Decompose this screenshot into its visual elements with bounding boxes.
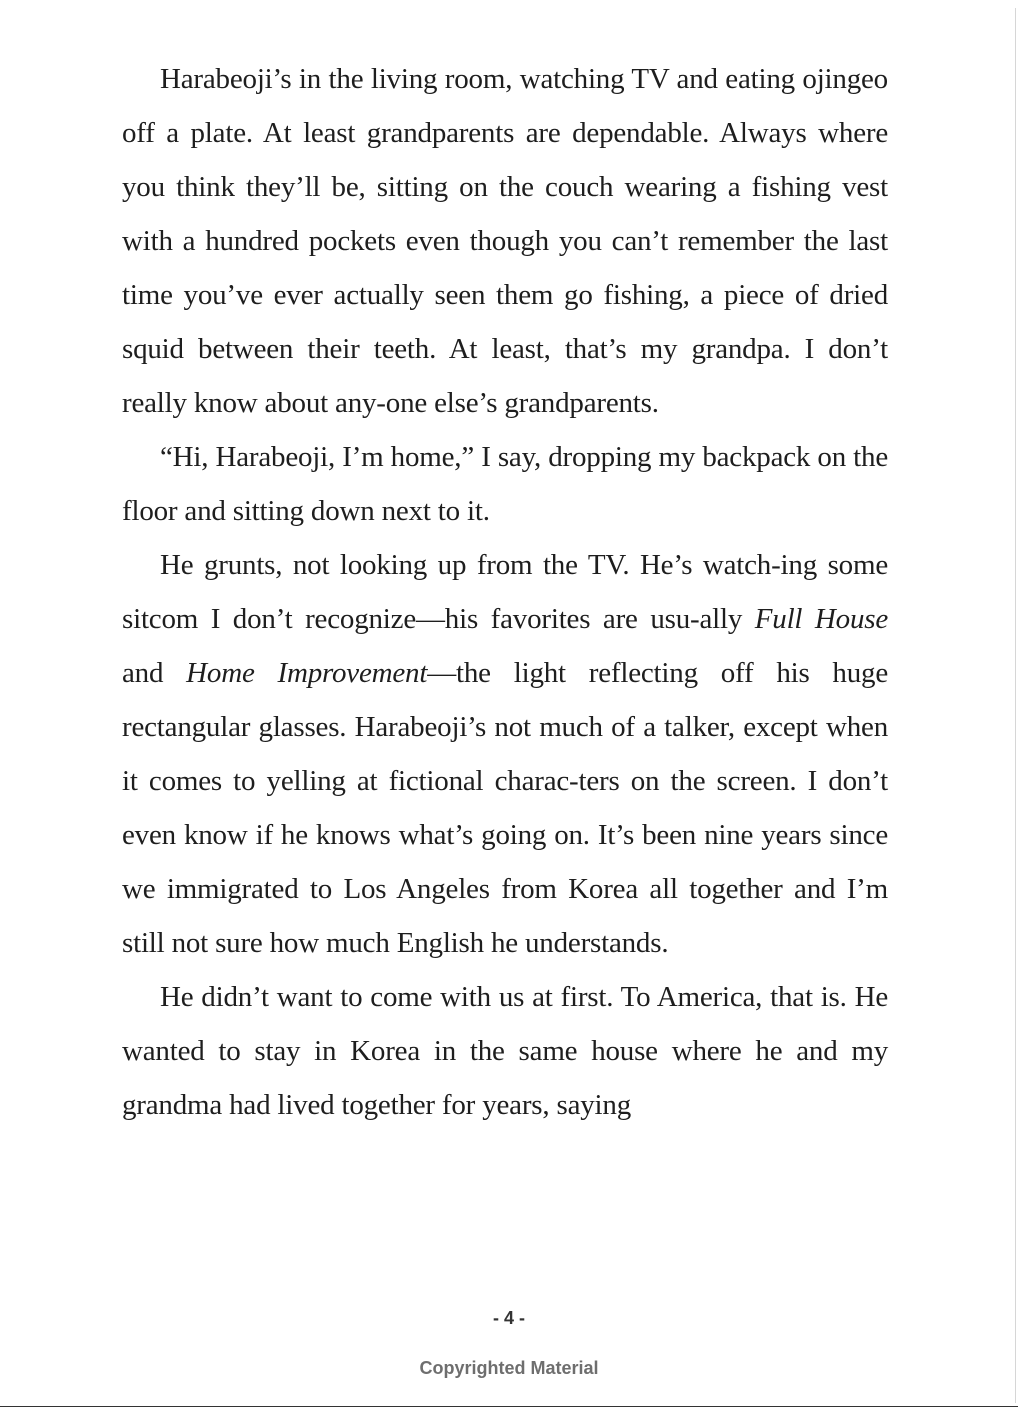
copyright-notice: Copyrighted Material	[419, 1358, 599, 1378]
page-bottom-line	[0, 1406, 1018, 1407]
paragraph-3	[122, 538, 888, 970]
paragraph-3-text-b: and	[122, 657, 187, 689]
body-text	[122, 52, 888, 1132]
paragraph-1: Harabeoji’s in the living room, watching TV and eating ojingeo off a plate. At least grandparents are dependable. Always where you think they’ll be, sitting on the couch wearing a fishing vest with a hundred pockets even though you can’t remember the last time you’ve ever actually seen them go fishing, a piece of dried squid between their teeth. At least, that’s my grandpa. I don’t really know about any-one else’s grandparents.	[122, 63, 888, 419]
page-number: - 4 -	[492, 1308, 525, 1328]
paragraph-4: He didn’t want to come with us at first. To America, that is. He wanted to stay in Korea in the same house where he and my grandma had lived together for years, saying	[122, 981, 888, 1121]
page-edge-line	[1015, 8, 1016, 1403]
paragraph-3-text-a: He grunts, not looking up from the TV. He’s watch-ing some sitcom I don’t recognize—his favorites are usu-ally	[122, 549, 888, 635]
show-title-home-improvement: Home Improvement	[186, 657, 428, 689]
paragraph-3-text-c: —the light reflecting off his huge rectangular glasses. Harabeoji’s not much of a talker, except when it comes to yelling at fictional charac-ters on the screen. I don’t even know if he knows what’s going on. It’s been nine years since we immigrated to Los Angeles from Korea all together and I’m still not sure how much English he understands.	[122, 657, 889, 959]
show-title-full-house: Full House	[754, 603, 889, 635]
paragraph-2: “Hi, Harabeoji, I’m home,” I say, dropping my backpack on the floor and sitting down next to it.	[122, 441, 888, 527]
